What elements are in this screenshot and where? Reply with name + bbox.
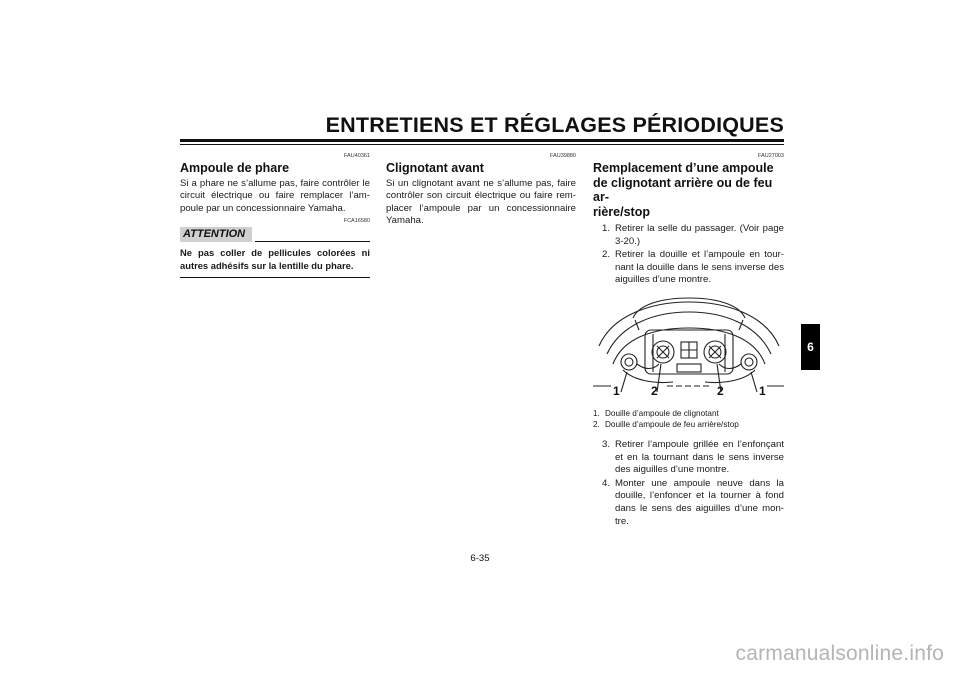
section-code: FAU27003 xyxy=(758,153,784,159)
step-item xyxy=(593,478,784,528)
step-item xyxy=(593,439,784,477)
attention-text: Ne pas coller de pellicules colorées ni autres adhésifs sur la lentille du phare. xyxy=(180,247,370,271)
column-rear-bulb-replacement xyxy=(593,153,784,529)
section-code: FAU40361 xyxy=(344,153,370,159)
section-heading: Ampoule de phare xyxy=(180,161,290,175)
section-heading xyxy=(593,161,784,219)
page-number: 6-35 xyxy=(470,553,490,564)
step-item xyxy=(593,249,784,287)
step-number: 2. xyxy=(601,249,610,261)
step-number: 3. xyxy=(601,438,610,450)
caption-text: Douille d’ampoule de clignotant xyxy=(605,408,719,418)
figure-label: 2 xyxy=(651,383,658,398)
watermark xyxy=(0,628,960,678)
caption-number: 1. xyxy=(593,408,600,418)
header-rule-thin xyxy=(180,144,784,145)
attention-label: ATTENTION xyxy=(180,227,252,242)
heading-line: rière/stop xyxy=(593,204,650,219)
step-number: 1. xyxy=(601,223,610,234)
chapter-tab: 6 xyxy=(801,324,820,370)
column-front-turn-signal xyxy=(386,153,576,228)
attention-end-rule xyxy=(180,277,370,278)
figure-label: 1 xyxy=(613,383,620,398)
figure-label: 1 xyxy=(759,383,766,398)
section-body: Si a phare ne s’allume pas, faire contrôler le circuit électrique ou faire remplacer l’am-poule par un concessionnaire Yamaha. xyxy=(180,177,370,214)
section-code: FAU39880 xyxy=(550,153,576,159)
caption-text: Douille d’ampoule de feu arrière/stop xyxy=(605,419,739,429)
attention-header xyxy=(180,218,370,243)
step-item xyxy=(593,223,784,248)
watermark-text: carmanualsonline.info xyxy=(735,642,944,665)
heading-line: Remplacement d’une ampoule xyxy=(593,161,774,175)
step-text: Retirer la selle du passager. (Voir page 3-20.) xyxy=(615,223,784,247)
column-headlight xyxy=(180,153,370,278)
attention-rule xyxy=(255,241,370,242)
section-body: Si un clignotant avant ne s’allume pas, faire contrôler son circuit électrique ou faire rem-placer l’ampoule par un concessionnaire Yamaha. xyxy=(386,177,576,227)
step-text: Retirer l’ampoule grillée en l’enfonçant et en la tournant dans le sens inverse des aiguilles d’une montre. xyxy=(615,438,784,476)
step-text: Monter une ampoule neuve dans la douille, l’enfoncer et la tourner à fond dans le sens des aiguilles d’une mon-tre. xyxy=(615,477,784,527)
page-header-title: ENTRETIENS ET RÉGLAGES PÉRIODIQUES xyxy=(325,113,784,137)
figure-label: 2 xyxy=(717,383,724,398)
section-heading: Clignotant avant xyxy=(386,161,484,175)
figure-caption xyxy=(593,419,784,430)
figure-caption xyxy=(593,408,784,419)
heading-line: de clignotant arrière ou de feu ar- xyxy=(593,175,773,204)
taillight-sockets-illustration xyxy=(593,294,784,406)
caption-number: 2. xyxy=(593,419,600,429)
taillight-illustration-svg xyxy=(593,294,784,406)
header-rule-thick xyxy=(180,139,784,142)
attention-code: FCA16580 xyxy=(343,218,370,225)
step-text: Retirer la douille et l’ampoule en tour-nant la douille dans le sens inverse des aiguilles d’une montre. xyxy=(615,249,784,286)
step-number: 4. xyxy=(601,477,610,489)
